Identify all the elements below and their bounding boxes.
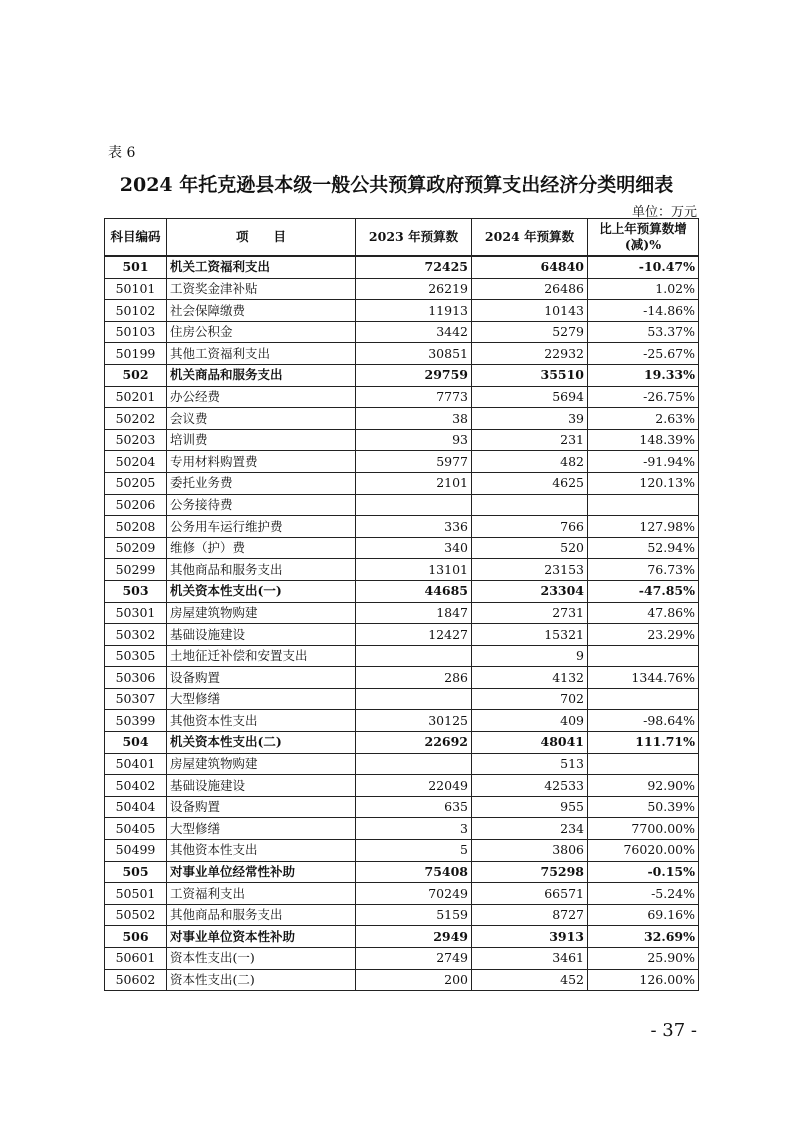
cell-code: 50204 [105,451,167,473]
cell-change-percent: -5.24% [588,883,699,905]
cell-code: 505 [105,861,167,883]
cell-code: 50399 [105,710,167,732]
cell-2024-budget: 513 [472,753,588,775]
cell-change-percent: 7700.00% [588,818,699,840]
cell-2023-budget: 3 [356,818,472,840]
cell-2024-budget: 23304 [472,580,588,602]
cell-code: 50205 [105,472,167,494]
cell-item-name: 培训费 [167,429,356,451]
cell-2023-budget: 1847 [356,602,472,624]
cell-change-percent: -98.64% [588,710,699,732]
cell-change-percent: 111.71% [588,732,699,754]
cell-2024-budget: 8727 [472,904,588,926]
cell-item-name: 基础设施建设 [167,624,356,646]
cell-item-name: 其他商品和服务支出 [167,904,356,926]
cell-change-percent: -14.86% [588,300,699,322]
table-row [105,386,699,408]
table-header-row [105,219,699,257]
table-row [105,343,699,365]
table-row-category [105,256,699,278]
table-row [105,408,699,430]
cell-change-percent: 2.63% [588,408,699,430]
cell-item-name: 机关工资福利支出 [167,256,356,278]
table-row [105,645,699,667]
cell-item-name: 设备购置 [167,796,356,818]
cell-2024-budget: 409 [472,710,588,732]
cell-code: 506 [105,926,167,948]
cell-code: 50502 [105,904,167,926]
cell-2023-budget: 5 [356,840,472,862]
cell-2023-budget: 44685 [356,580,472,602]
table-row-category [105,364,699,386]
table-row-category [105,732,699,754]
table-row [105,602,699,624]
cell-item-name: 机关商品和服务支出 [167,364,356,386]
cell-item-name: 设备购置 [167,667,356,689]
cell-2023-budget: 70249 [356,883,472,905]
cell-code: 503 [105,580,167,602]
cell-code: 504 [105,732,167,754]
table-row [105,624,699,646]
cell-2023-budget: 93 [356,429,472,451]
cell-code: 50301 [105,602,167,624]
cell-code: 50501 [105,883,167,905]
cell-2023-budget: 22692 [356,732,472,754]
table-row-category [105,926,699,948]
cell-change-percent [588,688,699,710]
cell-2023-budget: 22049 [356,775,472,797]
cell-change-percent: -10.47% [588,256,699,278]
cell-item-name: 住房公积金 [167,321,356,343]
cell-2024-budget: 9 [472,645,588,667]
cell-change-percent [588,753,699,775]
cell-2024-budget: 234 [472,818,588,840]
cell-2023-budget: 30851 [356,343,472,365]
cell-item-name: 对事业单位经常性补助 [167,861,356,883]
page-number: - 37 - [650,1020,697,1041]
cell-code: 501 [105,256,167,278]
cell-change-percent: -25.67% [588,343,699,365]
cell-item-name: 其他商品和服务支出 [167,559,356,581]
cell-change-percent [588,645,699,667]
table-label: 表 6 [108,145,136,161]
cell-item-name: 维修（护）费 [167,537,356,559]
table-row-category [105,861,699,883]
cell-item-name: 基础设施建设 [167,775,356,797]
cell-2023-budget: 336 [356,516,472,538]
cell-change-percent: 69.16% [588,904,699,926]
cell-item-name: 机关资本性支出(一) [167,580,356,602]
cell-2024-budget: 3806 [472,840,588,862]
cell-code: 502 [105,364,167,386]
cell-2023-budget: 11913 [356,300,472,322]
table-row-category [105,580,699,602]
table-row [105,494,699,516]
cell-change-percent: 53.37% [588,321,699,343]
cell-2023-budget: 13101 [356,559,472,581]
header-code: 科目编码 [105,219,167,257]
page-title: 2024 年托克逊县本级一般公共预算政府预算支出经济分类明细表 [119,174,674,196]
cell-code: 50405 [105,818,167,840]
cell-change-percent: 76.73% [588,559,699,581]
cell-code: 50101 [105,278,167,300]
table-row [105,840,699,862]
table-row [105,775,699,797]
cell-2023-budget: 12427 [356,624,472,646]
table-row [105,688,699,710]
cell-change-percent: 23.29% [588,624,699,646]
cell-2024-budget: 39 [472,408,588,430]
cell-change-percent: -0.15% [588,861,699,883]
cell-change-percent: 32.69% [588,926,699,948]
table-row [105,818,699,840]
cell-item-name: 大型修缮 [167,818,356,840]
cell-code: 50402 [105,775,167,797]
cell-2024-budget: 64840 [472,256,588,278]
budget-table [104,218,699,991]
cell-code: 50401 [105,753,167,775]
cell-change-percent: 25.90% [588,948,699,970]
cell-code: 50203 [105,429,167,451]
cell-2024-budget: 75298 [472,861,588,883]
cell-2023-budget: 286 [356,667,472,689]
cell-change-percent: 76020.00% [588,840,699,862]
cell-2024-budget: 702 [472,688,588,710]
table-row [105,753,699,775]
cell-item-name: 土地征迁补偿和安置支出 [167,645,356,667]
cell-2023-budget: 30125 [356,710,472,732]
table-body [105,256,699,991]
cell-2024-budget: 520 [472,537,588,559]
cell-item-name: 对事业单位资本性补助 [167,926,356,948]
cell-2023-budget [356,645,472,667]
cell-change-percent: 92.90% [588,775,699,797]
cell-item-name: 其他资本性支出 [167,710,356,732]
cell-2024-budget: 35510 [472,364,588,386]
cell-2023-budget [356,688,472,710]
cell-2024-budget: 15321 [472,624,588,646]
cell-item-name: 其他工资福利支出 [167,343,356,365]
cell-code: 50601 [105,948,167,970]
cell-item-name: 机关资本性支出(二) [167,732,356,754]
cell-2024-budget: 66571 [472,883,588,905]
cell-change-percent: -47.85% [588,580,699,602]
cell-2024-budget: 22932 [472,343,588,365]
cell-change-percent: 120.13% [588,472,699,494]
header-2024-budget: 2024 年预算数 [472,219,588,257]
cell-item-name: 社会保障缴费 [167,300,356,322]
cell-item-name: 委托业务费 [167,472,356,494]
cell-item-name: 专用材料购置费 [167,451,356,473]
cell-code: 50208 [105,516,167,538]
cell-2024-budget: 5279 [472,321,588,343]
cell-code: 50307 [105,688,167,710]
cell-item-name: 工资福利支出 [167,883,356,905]
cell-item-name: 资本性支出(二) [167,969,356,991]
cell-2024-budget: 482 [472,451,588,473]
cell-2023-budget: 340 [356,537,472,559]
cell-item-name: 大型修缮 [167,688,356,710]
cell-2023-budget: 3442 [356,321,472,343]
cell-code: 50201 [105,386,167,408]
table-row [105,904,699,926]
table-row [105,278,699,300]
table-row [105,796,699,818]
cell-2023-budget: 5159 [356,904,472,926]
cell-2023-budget: 26219 [356,278,472,300]
cell-2024-budget: 3913 [472,926,588,948]
cell-code: 50199 [105,343,167,365]
cell-code: 50299 [105,559,167,581]
cell-item-name: 房屋建筑物购建 [167,602,356,624]
cell-2024-budget: 2731 [472,602,588,624]
cell-change-percent: 19.33% [588,364,699,386]
cell-2024-budget: 4625 [472,472,588,494]
cell-change-percent: 1344.76% [588,667,699,689]
cell-2023-budget [356,753,472,775]
table-row [105,559,699,581]
cell-change-percent: 50.39% [588,796,699,818]
cell-2024-budget [472,494,588,516]
cell-item-name: 资本性支出(一) [167,948,356,970]
table-row [105,969,699,991]
header-item: 项 目 [167,219,356,257]
cell-2023-budget: 2101 [356,472,472,494]
cell-item-name: 办公经费 [167,386,356,408]
cell-code: 50206 [105,494,167,516]
cell-code: 50209 [105,537,167,559]
table-row [105,883,699,905]
cell-2024-budget: 10143 [472,300,588,322]
cell-change-percent: 1.02% [588,278,699,300]
cell-2024-budget: 4132 [472,667,588,689]
cell-item-name: 工资奖金津补贴 [167,278,356,300]
cell-code: 50602 [105,969,167,991]
cell-change-percent: -91.94% [588,451,699,473]
cell-2023-budget: 75408 [356,861,472,883]
cell-change-percent [588,494,699,516]
cell-item-name: 公务接待费 [167,494,356,516]
cell-2024-budget: 3461 [472,948,588,970]
cell-change-percent: 126.00% [588,969,699,991]
table-row [105,472,699,494]
cell-change-percent: -26.75% [588,386,699,408]
unit-label: 单位：万元 [631,205,697,220]
cell-2024-budget: 26486 [472,278,588,300]
cell-item-name: 房屋建筑物购建 [167,753,356,775]
cell-code: 50202 [105,408,167,430]
cell-code: 50404 [105,796,167,818]
cell-2024-budget: 42533 [472,775,588,797]
cell-2023-budget: 2949 [356,926,472,948]
table-row [105,537,699,559]
cell-2023-budget: 5977 [356,451,472,473]
cell-item-name: 公务用车运行维护费 [167,516,356,538]
cell-change-percent: 52.94% [588,537,699,559]
table-row [105,429,699,451]
cell-2024-budget: 766 [472,516,588,538]
cell-2023-budget: 635 [356,796,472,818]
cell-2024-budget: 23153 [472,559,588,581]
table-row [105,710,699,732]
cell-code: 50499 [105,840,167,862]
table-row [105,948,699,970]
cell-code: 50102 [105,300,167,322]
cell-2023-budget: 72425 [356,256,472,278]
cell-2023-budget: 29759 [356,364,472,386]
cell-2023-budget: 7773 [356,386,472,408]
table-row [105,667,699,689]
cell-code: 50302 [105,624,167,646]
cell-2024-budget: 48041 [472,732,588,754]
header-2023-budget: 2023 年预算数 [356,219,472,257]
header-change-percent: 比上年预算数增(减)% [588,219,699,257]
cell-change-percent: 148.39% [588,429,699,451]
cell-2024-budget: 231 [472,429,588,451]
table-row [105,516,699,538]
cell-change-percent: 47.86% [588,602,699,624]
table-row [105,451,699,473]
cell-item-name: 会议费 [167,408,356,430]
cell-2023-budget: 200 [356,969,472,991]
table-row [105,300,699,322]
cell-change-percent: 127.98% [588,516,699,538]
cell-2023-budget: 2749 [356,948,472,970]
cell-2024-budget: 452 [472,969,588,991]
cell-item-name: 其他资本性支出 [167,840,356,862]
cell-2024-budget: 5694 [472,386,588,408]
cell-code: 50305 [105,645,167,667]
cell-2023-budget [356,494,472,516]
cell-2024-budget: 955 [472,796,588,818]
cell-code: 50306 [105,667,167,689]
cell-2023-budget: 38 [356,408,472,430]
cell-code: 50103 [105,321,167,343]
table-row [105,321,699,343]
